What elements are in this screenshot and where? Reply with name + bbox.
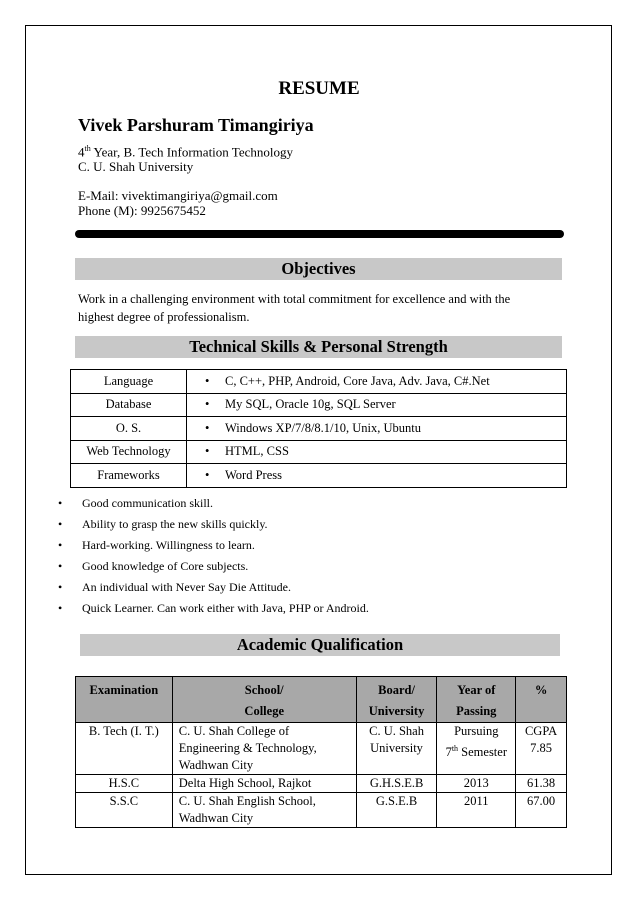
list-item: • Good communication skill. <box>58 496 213 510</box>
objectives-text: Work in a challenging environment with total commitment for excellence and with the highest degree of professionalism. <box>78 292 511 324</box>
university-line: C. U. Shah University <box>78 159 194 174</box>
academic-heading: Academic Qualification <box>80 634 560 656</box>
header-divider <box>75 230 564 238</box>
list-item: • Quick Learner. Can work either with Java, PHP or Android. <box>58 601 369 615</box>
col-school: School/ College <box>172 677 356 723</box>
list-item: • Hard-working. Willingness to learn. <box>58 538 255 552</box>
col-examination: Examination <box>76 677 173 723</box>
resume-title: RESUME <box>278 78 360 99</box>
skills-heading: Technical Skills & Personal Strength <box>75 336 562 358</box>
table-row: H.S.C Delta High School, Rajkot G.H.S.E.B 2013 61.38 <box>76 775 567 793</box>
table-row: Language • C, C++, PHP, Android, Core Java, Adv. Java, C#.Net <box>71 370 567 394</box>
list-item: • An individual with Never Say Die Attitude. <box>58 580 291 594</box>
table-row: Database • My SQL, Oracle 10g, SQL Server <box>71 393 567 417</box>
strengths-list <box>58 493 369 619</box>
table-row: Web Technology • HTML, CSS <box>71 440 567 464</box>
table-row: B. Tech (I. T.) C. U. Shah College of Engineering & Technology, Wadhwan City C. U. Shah University Pursuing 7th Semester CGPA 7.85 <box>76 723 567 775</box>
year-line: 4th Year, B. Tech Information Technology <box>78 144 293 160</box>
col-board: Board/ University <box>356 677 437 723</box>
skills-table <box>70 369 567 488</box>
list-item: • Ability to grasp the new skills quickly. <box>58 517 268 531</box>
candidate-name: Vivek Parshuram Timangiriya <box>78 115 314 135</box>
col-percent: % <box>516 677 567 723</box>
academic-table <box>75 676 567 828</box>
email-line: E-Mail: vivektimangiriya@gmail.com <box>78 188 278 203</box>
table-row: Frameworks • Word Press <box>71 464 567 488</box>
list-item: • Good knowledge of Core subjects. <box>58 559 249 573</box>
table-header-row <box>76 677 567 723</box>
table-row: O. S. • Windows XP/7/8/8.1/10, Unix, Ubuntu <box>71 417 567 441</box>
phone-line: Phone (M): 9925675452 <box>78 203 206 218</box>
table-row: S.S.C C. U. Shah English School, Wadhwan City G.S.E.B 2011 67.00 <box>76 793 567 828</box>
objectives-heading: Objectives <box>75 258 562 280</box>
col-year: Year of Passing <box>437 677 516 723</box>
